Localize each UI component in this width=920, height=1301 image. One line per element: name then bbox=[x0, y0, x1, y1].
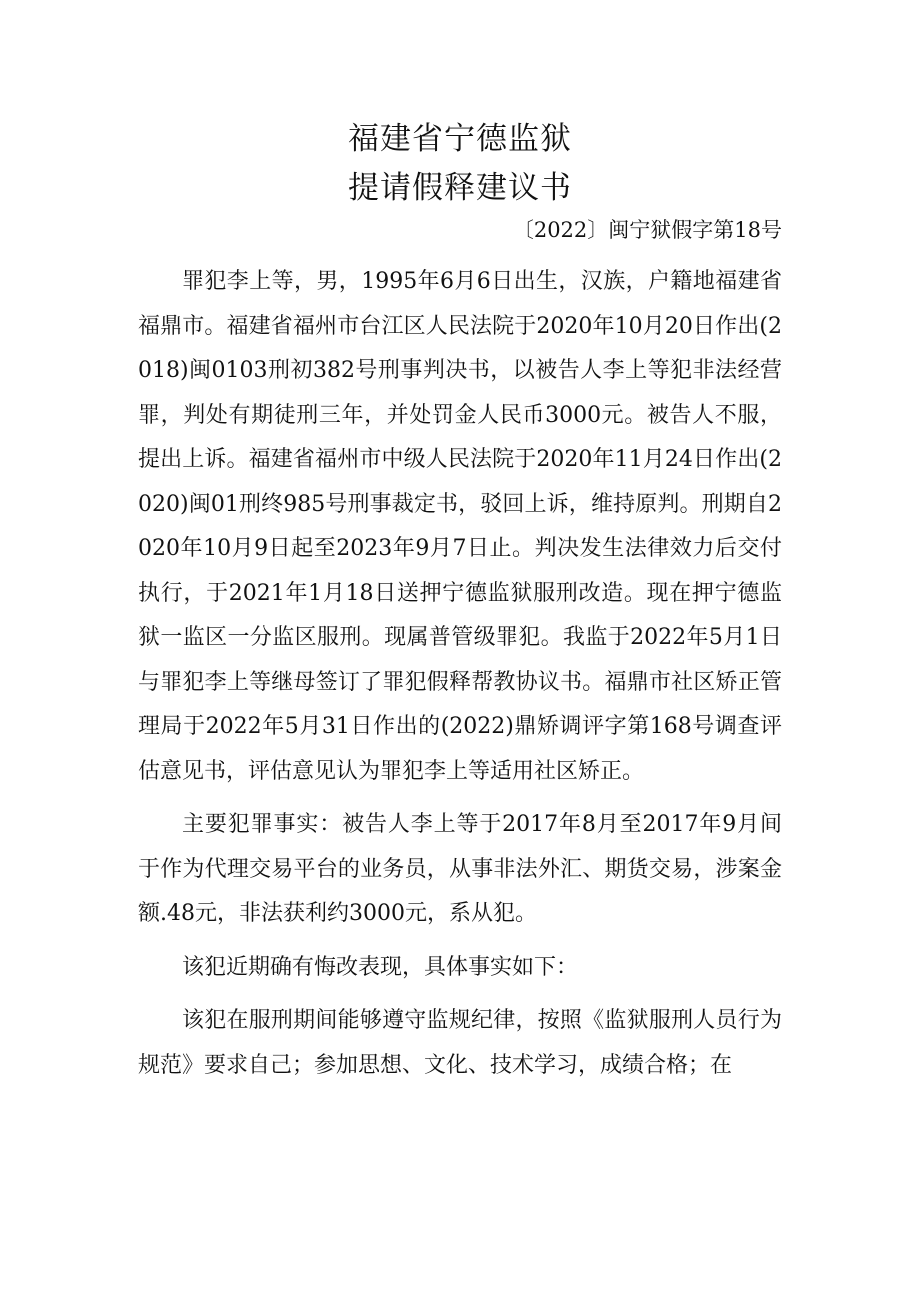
paragraph-criminal-info: 罪犯李上等，男，1995年6月6日出生，汉族，户籍地福建省福鼎市。福建省福州市台江区人民法院于2020年10月20日作出(2018)闽0103刑初382号刑事判决书，以被告人李上等犯非法经营罪，判处有期徒刑三年，并处罚金人民币3000元。被告人不服，提出上诉。福建省福州市中级人民法院于2020年11月24日作出(2020)闽01刑终985号刑事裁定书，驳回上诉，维持原判。刑期自2020年10月9日起至2023年9月7日止。判决发生法律效力后交付执行，于2021年1月18日送押宁德监狱服刑改造。现在押宁德监狱一监区一分监区服刑。现属普管级罪犯。我监于2022年5月1日与罪犯李上等继母签订了罪犯假释帮教协议书。福鼎市社区矫正管理局于2022年5月31日作出的(2022)鼎矫调评字第168号调查评估意见书，评估意见认为罪犯李上等适用社区矫正。 bbox=[138, 269, 782, 784]
document-title-line-1: 福建省宁德监狱 bbox=[348, 121, 572, 157]
paragraph-repentance-intro: 该犯近期确有悔改表现，具体事实如下： bbox=[182, 954, 579, 980]
paragraph-crime-facts: 主要犯罪事实：被告人李上等于2017年8月至2017年9月间于作为代理交易平台的业务员，从事非法外汇、期货交易，涉案金额.48元，非法获利约3000元，系从犯。 bbox=[138, 812, 782, 926]
paragraph-repentance-details: 该犯在服刑期间能够遵守监规纪律，按照《监狱服刑人员行为规范》要求自己；参加思想、文化、技术学习，成绩合格；在 bbox=[138, 1008, 782, 1078]
document-title-line-2: 提请假释建议书 bbox=[348, 170, 572, 206]
document-number: 〔2022〕闽宁狱假字第18号 bbox=[512, 218, 782, 242]
document-body bbox=[138, 260, 782, 1088]
